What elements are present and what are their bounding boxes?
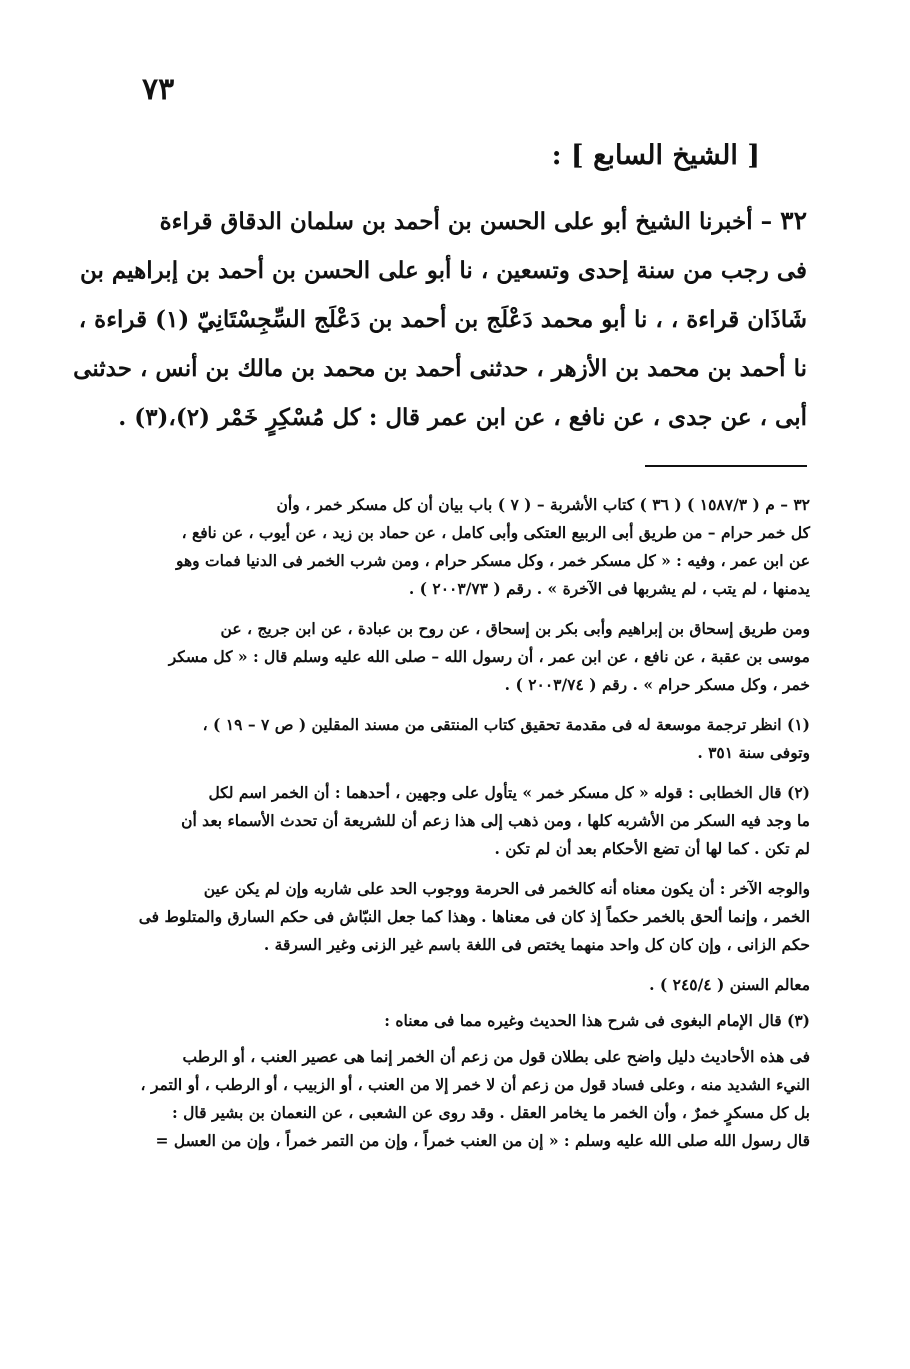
footnote-3-continued: [100, 1043, 810, 1155]
hadith-line: نا أحمد بن محمد بن الأزهر ، حدثنى أحمد بن محمد بن مالك بن أنس ، حدثنى: [73, 355, 807, 382]
footnote-line: الخمر ، وإنما ألحق بالخمر حكماً إذ كان فى معناها . وهذا كما جعل النبّاش فى حكم السارق والمتلوط فى: [138, 907, 810, 926]
takhrij-note: [100, 491, 810, 603]
footnote-line: كل خمر حرام – من طريق أبى الربيع العتكى وأبى كامل ، عن حماد بن زيد ، عن أيوب ، عن نافع ،: [181, 523, 810, 542]
hadith-text: [73, 196, 807, 442]
footnote-line: النيء الشديد منه ، وعلى فساد قول من زعم أن لا خمر إلا من العنب ، أو الزبيب ، أو الرطب ، أو التمر ،: [140, 1075, 810, 1094]
footnote-line: عن ابن عمر ، وفيه : « كل مسكر خمر ، وكل مسكر حرام ، ومن شرب الخمر فى الدنيا فمات وهو: [175, 551, 810, 570]
footnote-line: وتوفى سنة ٣٥١ .: [697, 743, 810, 762]
footnote-line: (٣) قال الإمام البغوى فى شرح هذا الحديث وغيره مما فى معناه :: [384, 1011, 810, 1030]
footnote-line: والوجه الآخر : أن يكون معناه أنه كالخمر فى الحرمة ووجوب الحد على شاربه وإن لم يكن عين: [203, 879, 810, 898]
footnote-line: قال رسول الله صلى الله عليه وسلم : « إن من العنب خمراً ، وإن من التمر خمراً ، وإن من العسل =: [155, 1131, 810, 1150]
footnote-line: لم تكن . كما لها أن تضع الأحكام بعد أن لم تكن .: [494, 839, 810, 858]
footnote-line: بل كل مسكرٍ خمرٌ ، وأن الخمر ما يخامر العقل . وقد روى عن الشعبى ، عن النعمان بن بشير قال :: [172, 1103, 810, 1122]
section-heading: [ الشيخ السابع ] :: [551, 140, 760, 171]
hadith-line: ٣٢ – أخبرنا الشيخ أبو على الحسن بن أحمد بن سلمان الدقاق قراءة: [159, 206, 807, 235]
footnote-line: ٣٢ – م ( ١٥٨٧/٣ ) ( ٣٦ ) كتاب الأشربة – ( ٧ ) باب بيان أن كل مسكر خمر ، وأن: [276, 495, 810, 514]
footnote-2-source: [100, 971, 810, 999]
footnote-line: خمر ، وكل مسكر حرام » . رقم ( ٢٠٠٣/٧٤ ) .: [504, 675, 810, 694]
page-number: ٧٣: [142, 72, 175, 107]
footnote-line: ما وجد فيه السكر من الأشربه كلها ، ومن ذهب إلى هذا زعم أن للشريعة أن تحدث الأسماء بعد أن: [181, 811, 810, 830]
footnote-divider: [645, 465, 807, 467]
footnote-line: (١) انظر ترجمة موسعة له فى مقدمة تحقيق كتاب المنتقى من مسند المقلين ( ص ٧ – ١٩ ) ،: [202, 715, 810, 734]
footnote-line: يدمنها ، لم يتب ، لم يشربها فى الآخرة » . رقم ( ٢٠٠٣/٧٣ ) .: [408, 579, 810, 598]
footnote-line: (٢) قال الخطابى : قوله « كل مسكر خمر » يتأول على وجهين ، أحدهما : أن الخمر اسم لكل: [208, 783, 810, 802]
footnote-3: [100, 1007, 810, 1035]
footnote-line: موسى بن عقبة ، عن نافع ، عن ابن عمر ، أن رسول الله – صلى الله عليه وسلم قال : « كل مسكر: [168, 647, 810, 666]
hadith-line: شَاذَان قراءة ، ، نا أبو محمد دَعْلَج بن أحمد بن دَعْلَج السِّجِسْتَانِيّ (١) قراءة ،: [78, 306, 807, 333]
hadith-number: ٣٢: [780, 206, 807, 235]
footnote-line: ومن طريق إسحاق بن إبراهيم وأبى بكر بن إسحاق ، عن روح بن عبادة ، عن ابن جريج ، عن: [220, 619, 810, 638]
footnote-line: فى هذه الأحاديث دليل واضح على بطلان قول من زعم أن الخمر إنما هى عصير العنب ، أو الرطب: [182, 1047, 810, 1066]
footnotes: [100, 491, 810, 1167]
footnote-line: حكم الزانى ، وإن كان كل واحد منهما يختص فى اللغة باسم غير الزنى وغير السرقة .: [263, 935, 810, 954]
footnote-line: معالم السنن ( ٢٤٥/٤ ) .: [649, 975, 810, 994]
footnote-2-continued: [100, 875, 810, 959]
hadith-line: فى رجب من سنة إحدى وتسعين ، نا أبو على الحسن بن أحمد بن إبراهيم بن: [79, 257, 807, 284]
footnote-1: [100, 711, 810, 767]
hadith-line: أبى ، عن جدى ، عن نافع ، عن ابن عمر قال : كل مُسْكِرٍ خَمْر (٢)،(٣) .: [118, 404, 807, 431]
footnote-2: [100, 779, 810, 863]
takhrij-note-2: [100, 615, 810, 699]
